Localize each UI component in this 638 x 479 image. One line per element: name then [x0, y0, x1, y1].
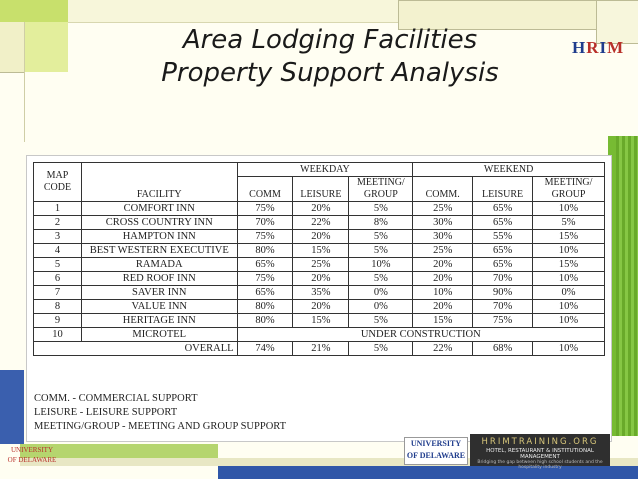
leisure-weekend: 65% [473, 244, 533, 258]
meeting-weekday: 5% [349, 244, 413, 258]
frame-left-green-box [24, 22, 68, 72]
header-comm-weekday: COMM [237, 177, 293, 202]
meeting-weekend: 5% [533, 216, 605, 230]
comm-weekend: 15% [413, 314, 473, 328]
leisure-weekend: 65% [473, 258, 533, 272]
facility-name: RAMADA [81, 258, 237, 272]
meeting-weekend: 10% [533, 244, 605, 258]
meeting-weekday: 5% [349, 314, 413, 328]
map-code: 8 [34, 300, 82, 314]
leisure-weekend: 75% [473, 314, 533, 328]
leisure-weekday: 35% [293, 286, 349, 300]
table-row [34, 244, 605, 258]
facility-name: MICROTEL [81, 328, 237, 342]
overall-meeting-weekend: 10% [533, 342, 605, 356]
comm-weekday: 80% [237, 300, 293, 314]
meeting-weekend: 10% [533, 202, 605, 216]
leisure-weekend: 55% [473, 230, 533, 244]
overall-comm-weekend: 22% [413, 342, 473, 356]
slide-title [120, 24, 540, 90]
frame-left-box [0, 22, 25, 72]
comm-weekend: 25% [413, 202, 473, 216]
meeting-weekday: 0% [349, 300, 413, 314]
lodging-table [33, 162, 605, 356]
title-line-2: Property Support Analysis [161, 58, 499, 88]
comm-weekday: 65% [237, 286, 293, 300]
legend-notes [34, 392, 286, 434]
comm-weekday: 75% [237, 230, 293, 244]
comm-weekday: 75% [237, 272, 293, 286]
facility-name: RED ROOF INN [81, 272, 237, 286]
meeting-weekday: 0% [349, 286, 413, 300]
frame-left-line [0, 72, 24, 73]
comm-weekend: 20% [413, 300, 473, 314]
header-facility: FACILITY [81, 163, 237, 202]
header-weekday: WEEKDAY [237, 163, 413, 177]
comm-weekday: 65% [237, 258, 293, 272]
meeting-weekday: 5% [349, 202, 413, 216]
table-panel [26, 155, 612, 442]
header-meeting-weekend: MEETING/ GROUP [533, 177, 605, 202]
meeting-weekday: 5% [349, 230, 413, 244]
facility-name: CROSS COUNTRY INN [81, 216, 237, 230]
facility-name: SAVER INN [81, 286, 237, 300]
meeting-weekend: 0% [533, 286, 605, 300]
meeting-weekday: 5% [349, 272, 413, 286]
header-comm-weekend: COMM. [413, 177, 473, 202]
map-code: 7 [34, 286, 82, 300]
leisure-weekend: 65% [473, 202, 533, 216]
leisure-weekend: 70% [473, 300, 533, 314]
hrim-logo: HRIM [572, 38, 625, 57]
banner-tagline: Bridging the gap between high school students and the hospitality industry [477, 460, 603, 470]
facility-name: HERITAGE INN [81, 314, 237, 328]
table-row [34, 216, 605, 230]
comm-weekend: 30% [413, 216, 473, 230]
map-code: 1 [34, 202, 82, 216]
comm-weekday: 75% [237, 202, 293, 216]
facility-name: VALUE INN [81, 300, 237, 314]
header-meeting-weekday: MEETING/ GROUP [349, 177, 413, 202]
header-weekend: WEEKEND [413, 163, 605, 177]
comm-weekend: 20% [413, 258, 473, 272]
comm-weekend: 25% [413, 244, 473, 258]
note-comm: COMM. - COMMERCIAL SUPPORT [34, 393, 198, 404]
meeting-weekday: 10% [349, 258, 413, 272]
under-construction-label: UNDER CONSTRUCTION [237, 328, 604, 342]
banner-subtitle: HOTEL, RESTAURANT & INSTITUTIONAL MANAGEMENT [486, 448, 594, 460]
meeting-weekday: 8% [349, 216, 413, 230]
facility-name: HAMPTON INN [81, 230, 237, 244]
leisure-weekend: 70% [473, 272, 533, 286]
comm-weekend: 10% [413, 286, 473, 300]
overall-label: OVERALL [34, 342, 238, 356]
facility-name: COMFORT INN [81, 202, 237, 216]
leisure-weekday: 15% [293, 244, 349, 258]
frame-top-green [0, 0, 68, 22]
leisure-weekday: 22% [293, 216, 349, 230]
note-leisure: LEISURE - LEISURE SUPPORT [34, 407, 178, 418]
table-row [34, 272, 605, 286]
hrimtraining-banner [470, 434, 610, 470]
frame-right-stripes [616, 136, 638, 436]
table-row [34, 258, 605, 272]
leisure-weekend: 65% [473, 216, 533, 230]
frame-left-blue-bar [0, 370, 24, 444]
university-logo: UNIVERSITY OF DELAWARE [404, 437, 468, 465]
facility-name: BEST WESTERN EXECUTIVE [81, 244, 237, 258]
comm-weekday: 70% [237, 216, 293, 230]
leisure-weekend: 90% [473, 286, 533, 300]
overall-meeting-weekday: 5% [349, 342, 413, 356]
comm-weekday: 80% [237, 244, 293, 258]
map-code: 9 [34, 314, 82, 328]
meeting-weekend: 10% [533, 314, 605, 328]
comm-weekday: 80% [237, 314, 293, 328]
leisure-weekday: 20% [293, 202, 349, 216]
leisure-weekday: 20% [293, 300, 349, 314]
overall-row [34, 342, 605, 356]
overall-leisure-weekend: 68% [473, 342, 533, 356]
note-meeting: MEETING/GROUP - MEETING AND GROUP SUPPORT [34, 421, 287, 432]
table-row [34, 328, 605, 342]
map-code: 10 [34, 328, 82, 342]
map-code: 6 [34, 272, 82, 286]
map-code: 4 [34, 244, 82, 258]
meeting-weekend: 10% [533, 300, 605, 314]
map-code: 5 [34, 258, 82, 272]
meeting-weekend: 10% [533, 272, 605, 286]
table-row [34, 230, 605, 244]
corner-university-logo: UNIVERSITY OF DELAWARE [7, 446, 57, 464]
meeting-weekend: 15% [533, 230, 605, 244]
header-leisure-weekday: LEISURE [293, 177, 349, 202]
leisure-weekday: 20% [293, 272, 349, 286]
comm-weekend: 30% [413, 230, 473, 244]
overall-comm-weekday: 74% [237, 342, 293, 356]
header-leisure-weekend: LEISURE [473, 177, 533, 202]
table-row [34, 202, 605, 216]
frame-vertical-line [24, 22, 25, 142]
comm-weekend: 20% [413, 272, 473, 286]
leisure-weekday: 15% [293, 314, 349, 328]
leisure-weekday: 25% [293, 258, 349, 272]
meeting-weekend: 15% [533, 258, 605, 272]
table-row [34, 314, 605, 328]
map-code: 2 [34, 216, 82, 230]
table-row [34, 286, 605, 300]
banner-title: HRIMTRAINING.ORG [481, 437, 599, 447]
table-row [34, 300, 605, 314]
title-line-1: Area Lodging Facilities [182, 25, 478, 55]
map-code: 3 [34, 230, 82, 244]
header-map-code: MAP CODE [34, 163, 82, 202]
leisure-weekday: 20% [293, 230, 349, 244]
overall-leisure-weekday: 21% [293, 342, 349, 356]
